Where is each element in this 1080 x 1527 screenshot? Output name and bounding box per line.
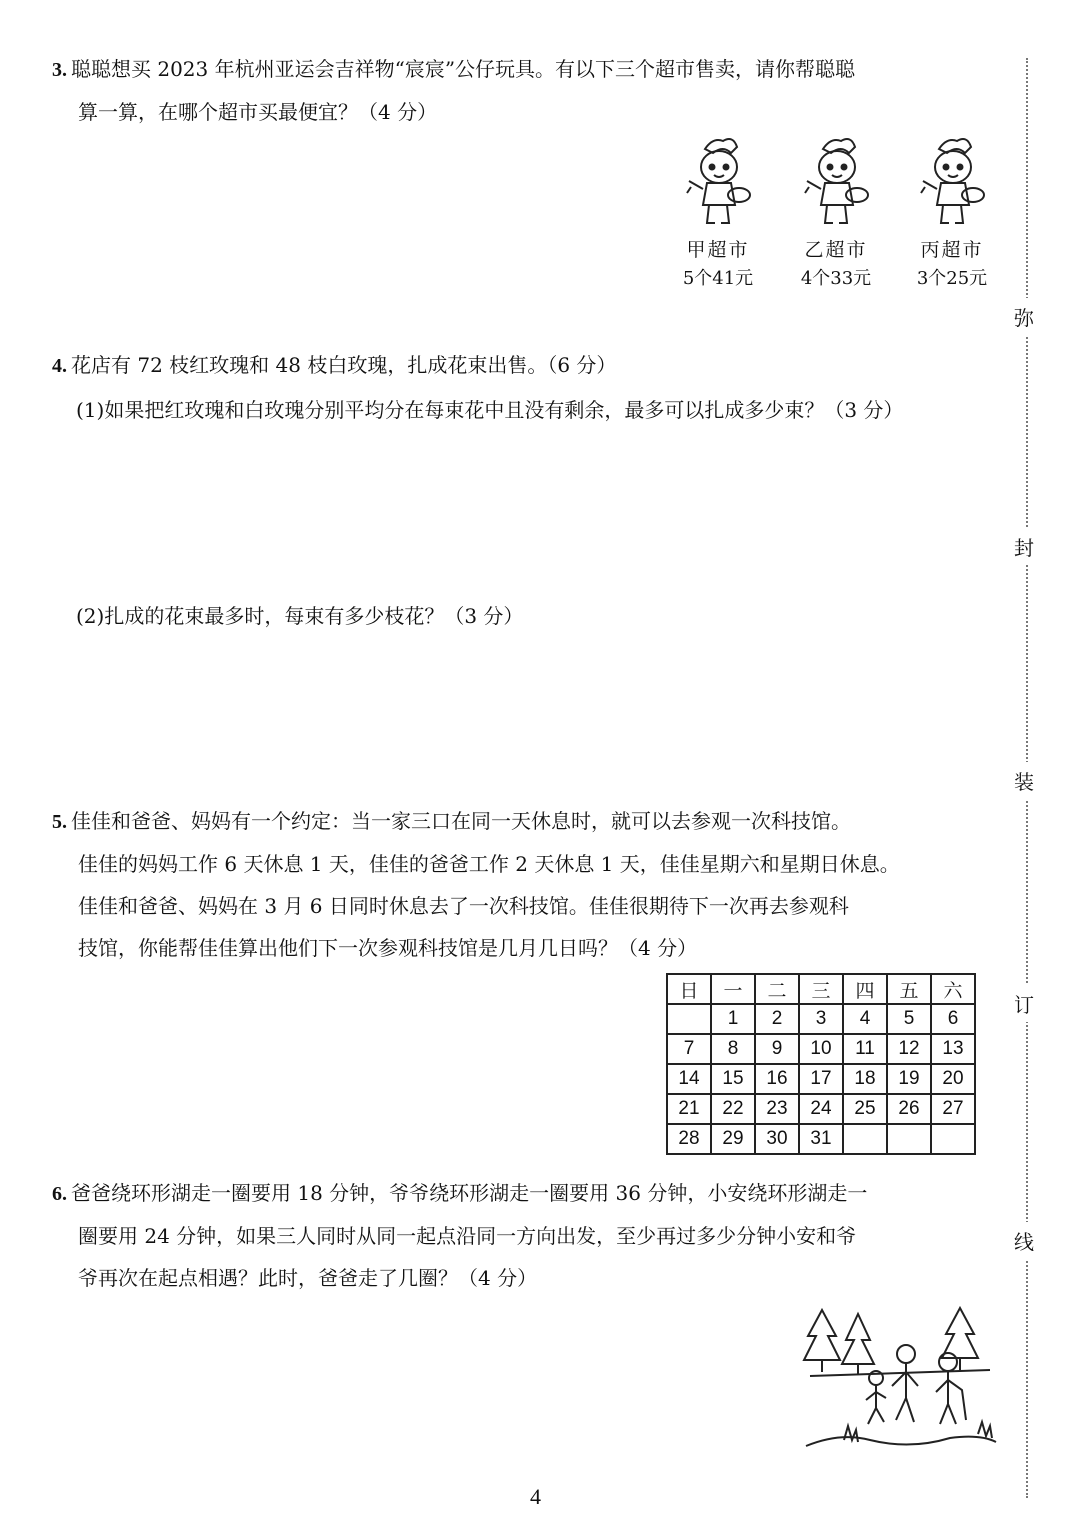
question-text: 圈要用 24 分钟，如果三人同时从同一起点沿同一方向出发，至少再过多少分钟小安和爷 [78,1224,857,1248]
store-price: 4个33元 [800,268,872,289]
calendar-day-cell: 19 [887,1064,931,1094]
question-number: 4. [52,355,67,377]
store-card-yi [786,135,886,293]
question-text: 聪聪想买 2023 年杭州亚运会吉祥物“宸宸”公仔玩具。有以下三个超市售卖，请你帮聪聪 [71,57,856,81]
question-number: 3. [52,59,67,81]
calendar-day-cell: 10 [799,1034,843,1064]
calendar-day-cell: 3 [799,1004,843,1034]
question-text: 算一算，在哪个超市买最便宜？（4 分） [78,100,438,124]
question-text: 爷再次在起点相遇？此时，爸爸走了几圈？（4 分） [78,1266,538,1290]
question-text: 技馆，你能帮佳佳算出他们下一次参观科技馆是几月几日吗？（4 分） [78,936,698,960]
calendar-week-row [667,1004,975,1034]
calendar-day-cell: 18 [843,1064,887,1094]
question-number: 5. [52,811,67,833]
calendar-day-cell: 25 [843,1094,887,1124]
calendar-day-cell [843,1124,887,1154]
weekday-header: 四 [843,974,887,1004]
weekday-header: 三 [799,974,843,1004]
calendar-day-cell: 4 [843,1004,887,1034]
calendar-day-cell: 24 [799,1094,843,1124]
margin-char-1: 弥 [1014,298,1034,335]
calendar-day-cell: 23 [755,1094,799,1124]
question-4-part-1: (1)如果把红玫瑰和白玫瑰分别平均分在每束花中且没有剩余，最多可以扎成多少束？（3 分） [76,398,904,422]
calendar-week-row [667,1034,975,1064]
calendar-day-cell: 9 [755,1034,799,1064]
calendar-day-cell: 2 [755,1004,799,1034]
question-text: 花店有 72 枝红玫瑰和 48 枝白玫瑰，扎成花束出售。（6 分） [71,353,617,377]
family-walking-illustration [800,1300,1000,1460]
store-card-bing [902,135,1002,293]
calendar-day-cell: 21 [667,1094,711,1124]
calendar-day-cell: 31 [799,1124,843,1154]
weekday-header: 六 [931,974,975,1004]
question-6 [52,1172,1002,1299]
weekday-header: 日 [667,974,711,1004]
calendar-day-cell: 20 [931,1064,975,1094]
calendar-day-cell: 28 [667,1124,711,1154]
question-3 [52,48,1002,133]
calendar-day-cell: 17 [799,1064,843,1094]
calendar-day-cell: 30 [755,1124,799,1154]
calendar-day-cell: 16 [755,1064,799,1094]
calendar-day-cell: 22 [711,1094,755,1124]
calendar-day-cell: 5 [887,1004,931,1034]
question-text: 爸爸绕环形湖走一圈要用 18 分钟，爷爷绕环形湖走一圈要用 36 分钟，小安绕环形湖走一 [71,1181,868,1205]
calendar-header-row [667,974,975,1004]
calendar-week-row [667,1064,975,1094]
calendar-day-cell: 26 [887,1094,931,1124]
question-text: 佳佳的妈妈工作 6 天休息 1 天，佳佳的爸爸工作 2 天休息 1 天，佳佳星期六和星期日休息。 [78,852,900,876]
page-number: 4 [530,1484,541,1509]
question-4-part-2: (2)扎成的花束最多时，每束有多少枝花？（3 分） [76,604,524,628]
question-5 [52,800,1002,969]
calendar-day-cell: 29 [711,1124,755,1154]
question-text: 佳佳和爸爸、妈妈在 3 月 6 日同时休息去了一次科技馆。佳佳很期待下一次再去参观科 [78,894,849,918]
store-name: 乙超市 [804,239,868,261]
calendar-day-cell: 15 [711,1064,755,1094]
margin-char-4: 订 [1014,985,1034,1022]
calendar-day-cell: 12 [887,1034,931,1064]
question-number: 6. [52,1183,67,1205]
margin-char-3: 装 [1014,762,1034,799]
weekday-header: 二 [755,974,799,1004]
mascot-illustration [683,135,753,231]
store-price: 3个25元 [916,268,988,289]
store-name: 丙超市 [920,239,984,261]
store-price: 5个41元 [682,268,754,289]
calendar-day-cell: 1 [711,1004,755,1034]
march-calendar [666,973,976,1155]
calendar-day-cell: 13 [931,1034,975,1064]
mascot-group [668,135,1008,305]
margin-char-2: 封 [1014,528,1034,565]
weekday-header: 五 [887,974,931,1004]
calendar-day-cell: 7 [667,1034,711,1064]
weekday-header: 一 [711,974,755,1004]
calendar-week-row [667,1124,975,1154]
mascot-illustration [801,135,871,231]
calendar-day-cell: 6 [931,1004,975,1034]
calendar-day-cell [667,1004,711,1034]
calendar-day-cell [887,1124,931,1154]
calendar-day-cell: 11 [843,1034,887,1064]
mascot-illustration [917,135,987,231]
margin-char-5: 线 [1014,1222,1034,1259]
calendar-day-cell: 8 [711,1034,755,1064]
calendar-week-row [667,1094,975,1124]
question-4 [52,344,1002,387]
store-name: 甲超市 [686,239,750,261]
calendar-day-cell: 27 [931,1094,975,1124]
calendar-day-cell: 14 [667,1064,711,1094]
calendar-day-cell [931,1124,975,1154]
question-text: 佳佳和爸爸、妈妈有一个约定：当一家三口在同一天休息时，就可以去参观一次科技馆。 [71,809,851,833]
store-card-jia [668,135,768,293]
